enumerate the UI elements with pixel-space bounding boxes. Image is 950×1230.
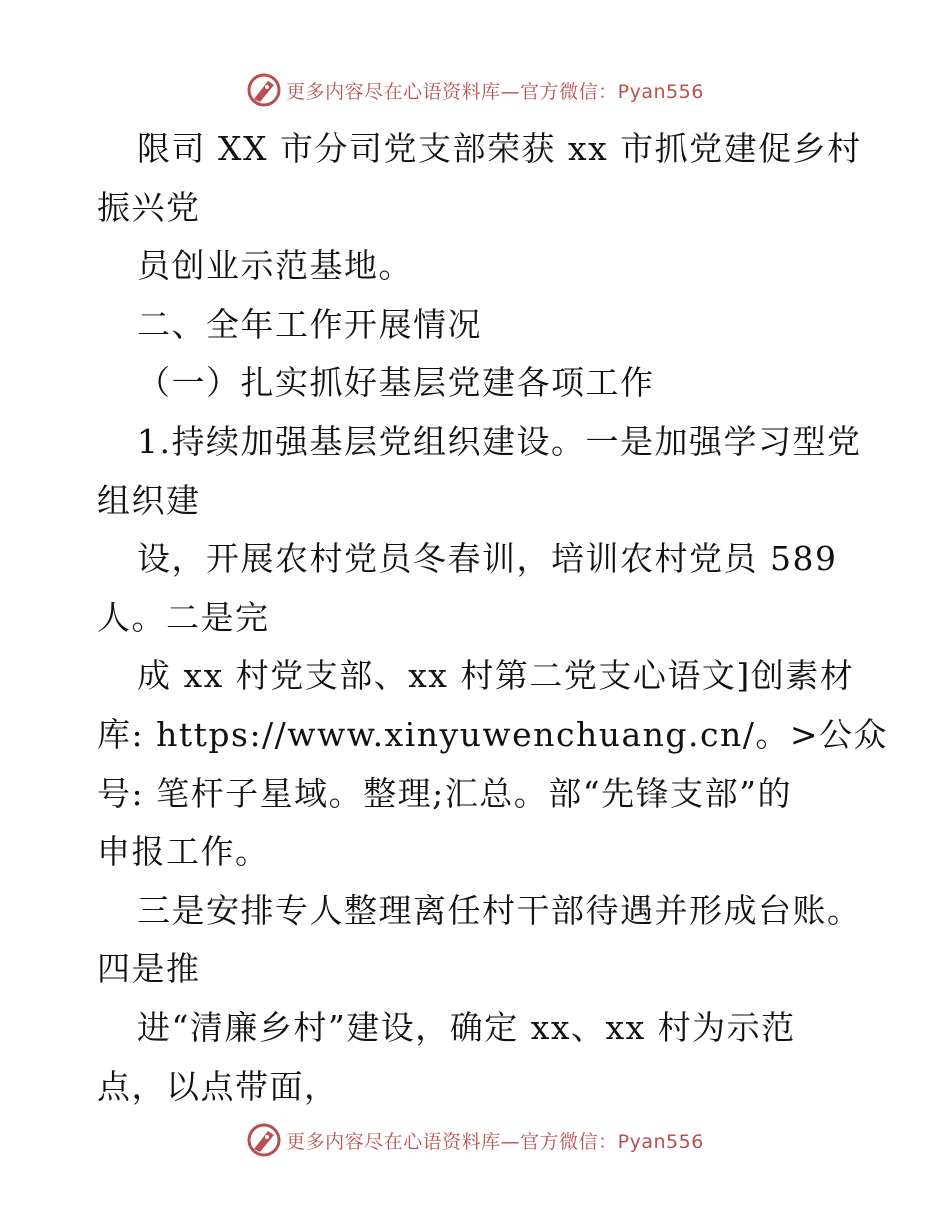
- text-line: 三是安排专人整理离任村干部待遇并形成台账。: [137, 890, 862, 930]
- text-line: 号: 笔杆子星域。整理;汇总。部“先锋支部”的: [97, 773, 792, 813]
- banner-text: 更多内容尽在心语资料库—官方微信：Pyan556: [286, 1130, 704, 1153]
- text-line: 成 xx 村党支部、xx 村第二党支心语文]创素材: [137, 656, 855, 696]
- text-line: （一）扎实抓好基层党建各项工作: [137, 363, 655, 403]
- pen-nib-logo-icon: [246, 1122, 282, 1158]
- document-body: [97, 120, 897, 1116]
- header-banner: [0, 68, 950, 112]
- text-line: 进“清廉乡村”建设，确定 xx、xx 村为示范: [137, 1007, 796, 1047]
- text-line: 振兴党: [97, 187, 201, 227]
- text-line: 组织建: [97, 480, 201, 520]
- text-line: 设，开展农村党员冬春训，培训农村党员 589: [137, 539, 838, 579]
- pen-nib-logo-icon: [246, 72, 282, 108]
- text-line: 员创业示范基地。: [137, 246, 413, 286]
- text-line: 四是推: [97, 949, 201, 989]
- text-line: 二、全年工作开展情况: [137, 304, 482, 344]
- text-line: 点，以点带面，: [97, 1066, 339, 1106]
- banner-text: 更多内容尽在心语资料库—官方微信：Pyan556: [286, 80, 704, 103]
- text-line: 人。二是完: [97, 597, 270, 637]
- text-line: 限司 XX 市分司党支部荣获 xx 市抓党建促乡村: [137, 129, 862, 168]
- text-line: 申报工作。: [97, 832, 270, 872]
- footer-banner: [0, 1118, 950, 1162]
- text-line: 库: https://www.xinyuwenchuang.cn/。>公众: [97, 714, 888, 754]
- text-line: 1.持续加强基层党组织建设。一是加强学习型党: [137, 421, 862, 461]
